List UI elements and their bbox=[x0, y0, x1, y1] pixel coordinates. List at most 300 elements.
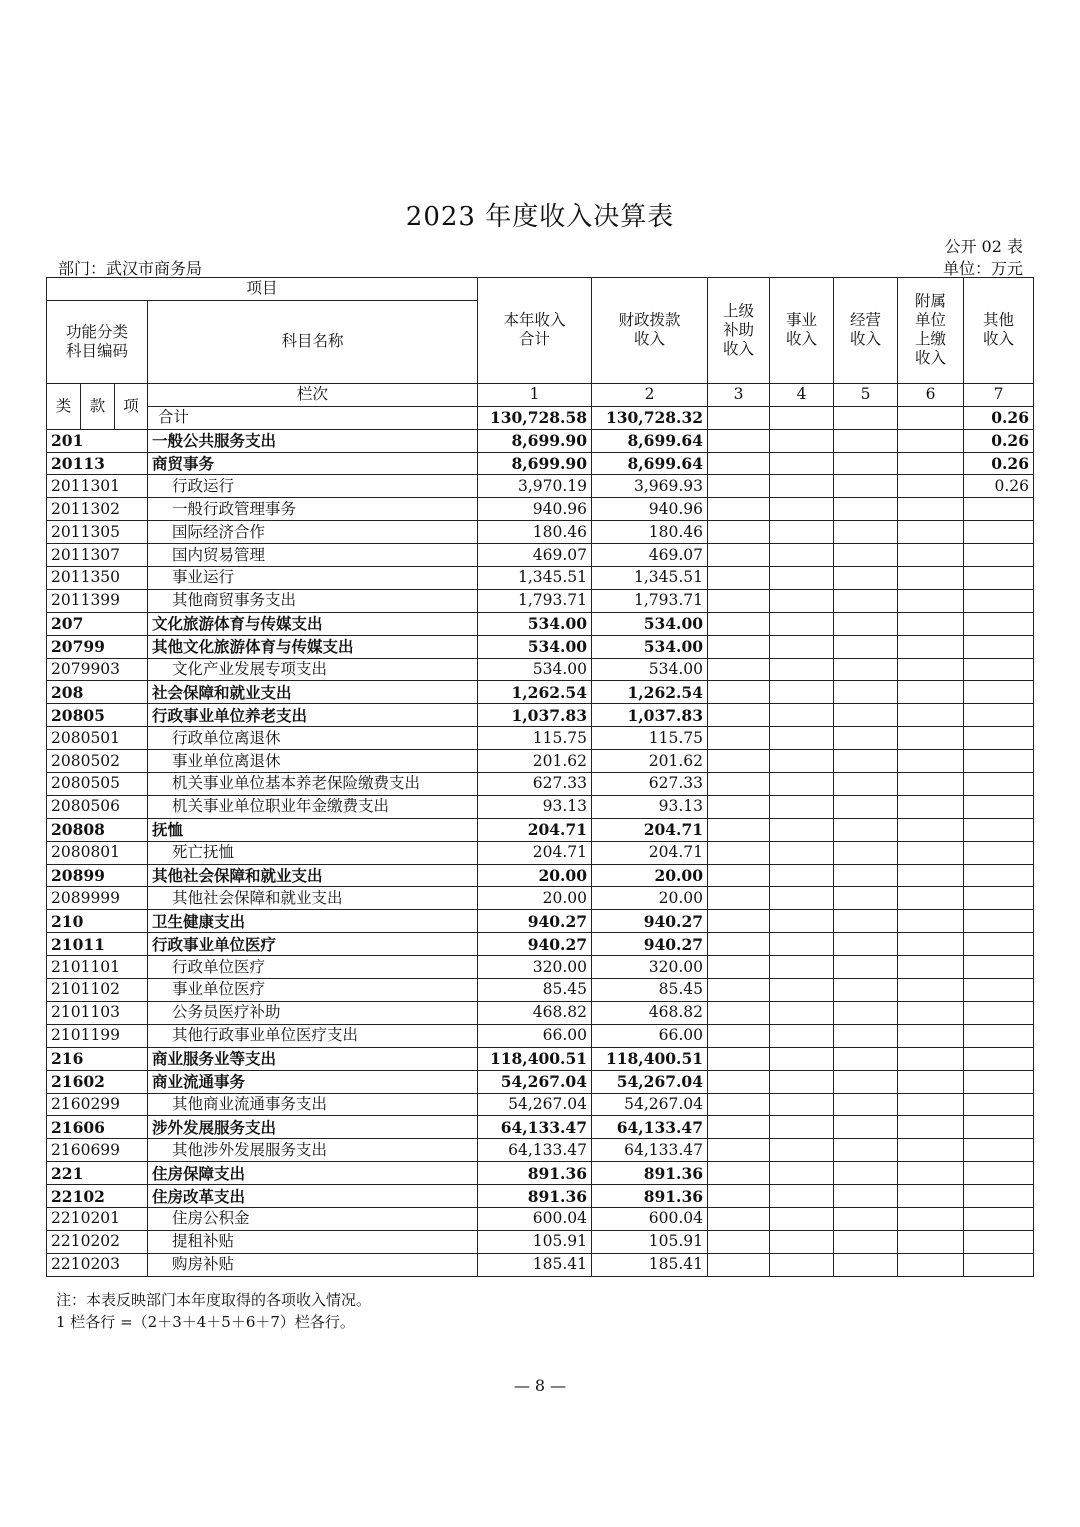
header-fiscal-label: 财政拨款 收入 bbox=[618, 311, 681, 349]
row-fiscal: 1,037.83 bbox=[592, 704, 708, 727]
row-code: 2080506 bbox=[47, 795, 148, 818]
row-code: 2080505 bbox=[47, 773, 148, 796]
empty-cell bbox=[770, 1116, 834, 1139]
row-code: 21011 bbox=[47, 933, 148, 956]
row-total: 8,699.90 bbox=[478, 429, 592, 452]
row-code: 20799 bbox=[47, 635, 148, 658]
table-row bbox=[47, 887, 1034, 910]
empty-cell bbox=[834, 750, 898, 773]
empty-cell bbox=[708, 1139, 770, 1162]
empty-cell bbox=[708, 1001, 770, 1024]
empty-cell bbox=[708, 1024, 770, 1047]
empty-cell bbox=[834, 773, 898, 796]
table-row bbox=[47, 1253, 1034, 1276]
row-total: 180.46 bbox=[478, 521, 592, 544]
row-total: 469.07 bbox=[478, 544, 592, 567]
row-name: 一般公共服务支出 bbox=[148, 429, 478, 452]
empty-cell bbox=[898, 1024, 964, 1047]
empty-cell bbox=[834, 658, 898, 681]
note-2: 1 栏各行 =（2＋3＋4＋5＋6＋7）栏各行。 bbox=[56, 1313, 355, 1331]
row-total: 20.00 bbox=[478, 887, 592, 910]
empty-cell bbox=[898, 887, 964, 910]
empty-cell bbox=[770, 429, 834, 452]
table-row bbox=[47, 1207, 1034, 1230]
empty-cell bbox=[898, 544, 964, 567]
row-other bbox=[964, 498, 1034, 521]
empty-cell bbox=[834, 498, 898, 521]
row-other bbox=[964, 818, 1034, 841]
row-name: 一般行政管理事务 bbox=[148, 498, 478, 521]
row-code: 2079903 bbox=[47, 658, 148, 681]
col-number: 3 bbox=[708, 383, 770, 406]
row-code: 2101103 bbox=[47, 1001, 148, 1024]
empty-cell bbox=[834, 1001, 898, 1024]
row-fiscal: 54,267.04 bbox=[592, 1093, 708, 1116]
row-name: 机关事业单位职业年金缴费支出 bbox=[148, 795, 478, 818]
empty-cell bbox=[708, 1047, 770, 1070]
row-fiscal: 201.62 bbox=[592, 750, 708, 773]
empty-cell bbox=[770, 704, 834, 727]
header-total-label: 本年收入 合计 bbox=[503, 311, 566, 349]
row-total: 118,400.51 bbox=[478, 1047, 592, 1070]
row-code: 20808 bbox=[47, 818, 148, 841]
header-other bbox=[964, 278, 1034, 384]
row-total: 54,267.04 bbox=[478, 1070, 592, 1093]
header-code bbox=[47, 300, 148, 383]
row-total: 534.00 bbox=[478, 612, 592, 635]
col-number: 6 bbox=[898, 383, 964, 406]
row-name: 住房保障支出 bbox=[148, 1162, 478, 1185]
row-name: 卫生健康支出 bbox=[148, 910, 478, 933]
row-fiscal: 54,267.04 bbox=[592, 1070, 708, 1093]
row-total: 891.36 bbox=[478, 1162, 592, 1185]
empty-cell bbox=[834, 1207, 898, 1230]
row-code: 20805 bbox=[47, 704, 148, 727]
row-code: 2011307 bbox=[47, 544, 148, 567]
row-other bbox=[964, 864, 1034, 887]
row-other bbox=[964, 750, 1034, 773]
row-code: 221 bbox=[47, 1162, 148, 1185]
row-total: 93.13 bbox=[478, 795, 592, 818]
empty-cell bbox=[770, 818, 834, 841]
row-name: 事业单位离退休 bbox=[148, 750, 478, 773]
row-name: 文化产业发展专项支出 bbox=[148, 658, 478, 681]
row-fiscal: 20.00 bbox=[592, 887, 708, 910]
row-total: 204.71 bbox=[478, 818, 592, 841]
row-fiscal: 3,969.93 bbox=[592, 475, 708, 498]
empty-cell bbox=[770, 910, 834, 933]
header-other-label: 其他 收入 bbox=[983, 311, 1015, 349]
empty-cell bbox=[834, 979, 898, 1002]
empty-cell bbox=[898, 429, 964, 452]
header-operating-label: 经营 收入 bbox=[850, 311, 882, 349]
row-fiscal: 627.33 bbox=[592, 773, 708, 796]
empty-cell bbox=[898, 498, 964, 521]
empty-cell bbox=[708, 841, 770, 864]
row-name: 商业流通事务 bbox=[148, 1070, 478, 1093]
empty-cell bbox=[770, 521, 834, 544]
row-name: 机关事业单位基本养老保险缴费支出 bbox=[148, 773, 478, 796]
row-code: 2011399 bbox=[47, 589, 148, 612]
empty-cell bbox=[834, 1116, 898, 1139]
row-total: 940.96 bbox=[478, 498, 592, 521]
table-row bbox=[47, 727, 1034, 750]
empty-cell bbox=[898, 1116, 964, 1139]
empty-cell bbox=[708, 567, 770, 590]
empty-cell bbox=[708, 795, 770, 818]
header-business-label: 事业 收入 bbox=[786, 311, 818, 349]
row-name: 死亡抚恤 bbox=[148, 841, 478, 864]
table-row bbox=[47, 681, 1034, 704]
empty-cell bbox=[898, 452, 964, 475]
row-name: 事业运行 bbox=[148, 567, 478, 590]
empty-cell bbox=[770, 1024, 834, 1047]
row-fiscal: 891.36 bbox=[592, 1162, 708, 1185]
row-fiscal: 320.00 bbox=[592, 956, 708, 979]
row-total: 468.82 bbox=[478, 1001, 592, 1024]
empty-cell bbox=[834, 1185, 898, 1208]
empty-cell bbox=[834, 612, 898, 635]
table-row bbox=[47, 1230, 1034, 1253]
empty-cell bbox=[834, 567, 898, 590]
note-1: 注：本表反映部门本年度取得的各项收入情况。 bbox=[56, 1291, 372, 1309]
empty-cell bbox=[770, 1185, 834, 1208]
header-kuan: 款 bbox=[81, 383, 115, 429]
row-total: 204.71 bbox=[478, 841, 592, 864]
row-fiscal: 534.00 bbox=[592, 658, 708, 681]
empty-cell bbox=[898, 1001, 964, 1024]
empty-cell bbox=[708, 1253, 770, 1276]
empty-cell bbox=[770, 452, 834, 475]
table-row bbox=[47, 956, 1034, 979]
empty-cell bbox=[898, 612, 964, 635]
table-row bbox=[47, 1162, 1034, 1185]
row-other bbox=[964, 521, 1034, 544]
empty-cell bbox=[770, 1162, 834, 1185]
row-code: 20899 bbox=[47, 864, 148, 887]
table-row bbox=[47, 979, 1034, 1002]
empty-cell bbox=[708, 612, 770, 635]
table-row bbox=[47, 658, 1034, 681]
empty-cell bbox=[708, 1185, 770, 1208]
empty-cell bbox=[834, 1139, 898, 1162]
row-fiscal: 600.04 bbox=[592, 1207, 708, 1230]
row-fiscal: 66.00 bbox=[592, 1024, 708, 1047]
empty-cell bbox=[770, 635, 834, 658]
row-other bbox=[964, 681, 1034, 704]
row-fiscal: 1,345.51 bbox=[592, 567, 708, 590]
empty-cell bbox=[708, 750, 770, 773]
empty-cell bbox=[770, 727, 834, 750]
row-total: 534.00 bbox=[478, 635, 592, 658]
row-code: 2160699 bbox=[47, 1139, 148, 1162]
row-name: 行政运行 bbox=[148, 475, 478, 498]
row-name: 商业服务业等支出 bbox=[148, 1047, 478, 1070]
table-row bbox=[47, 544, 1034, 567]
table-row bbox=[47, 1093, 1034, 1116]
empty-cell bbox=[898, 704, 964, 727]
empty-cell bbox=[898, 933, 964, 956]
page-number: — 8 — bbox=[513, 1376, 567, 1395]
row-total: 627.33 bbox=[478, 773, 592, 796]
empty-cell bbox=[708, 589, 770, 612]
row-total: 115.75 bbox=[478, 727, 592, 750]
row-total: 534.00 bbox=[478, 658, 592, 681]
header-fiscal bbox=[592, 278, 708, 384]
empty-cell bbox=[708, 818, 770, 841]
row-fiscal: 85.45 bbox=[592, 979, 708, 1002]
row-name: 住房公积金 bbox=[148, 1207, 478, 1230]
row-fiscal: 469.07 bbox=[592, 544, 708, 567]
row-code: 2160299 bbox=[47, 1093, 148, 1116]
table-row bbox=[47, 612, 1034, 635]
table-row bbox=[47, 1116, 1034, 1139]
empty-cell bbox=[708, 933, 770, 956]
row-name: 国际经济合作 bbox=[148, 521, 478, 544]
row-name: 抚恤 bbox=[148, 818, 478, 841]
empty-cell bbox=[708, 681, 770, 704]
row-name: 行政单位医疗 bbox=[148, 956, 478, 979]
empty-cell bbox=[770, 475, 834, 498]
row-other bbox=[964, 956, 1034, 979]
empty-cell bbox=[770, 567, 834, 590]
empty-cell bbox=[708, 773, 770, 796]
empty-cell bbox=[708, 1207, 770, 1230]
row-fiscal: 891.36 bbox=[592, 1185, 708, 1208]
empty-cell bbox=[898, 567, 964, 590]
row-total: 64,133.47 bbox=[478, 1116, 592, 1139]
empty-cell bbox=[834, 1093, 898, 1116]
row-fiscal: 8,699.64 bbox=[592, 452, 708, 475]
row-code: 216 bbox=[47, 1047, 148, 1070]
empty-cell bbox=[708, 1093, 770, 1116]
empty-cell bbox=[770, 795, 834, 818]
empty-cell bbox=[770, 1001, 834, 1024]
row-fiscal: 940.27 bbox=[592, 910, 708, 933]
row-fiscal: 940.27 bbox=[592, 933, 708, 956]
empty-cell bbox=[708, 704, 770, 727]
empty-cell bbox=[770, 1207, 834, 1230]
empty-cell bbox=[898, 475, 964, 498]
row-code: 21606 bbox=[47, 1116, 148, 1139]
table-row bbox=[47, 498, 1034, 521]
empty-cell bbox=[708, 429, 770, 452]
header-name: 科目名称 bbox=[148, 300, 478, 383]
total-other: 0.26 bbox=[964, 406, 1034, 429]
table-row bbox=[47, 567, 1034, 590]
empty-cell bbox=[708, 521, 770, 544]
empty-cell bbox=[834, 1024, 898, 1047]
table-row bbox=[47, 589, 1034, 612]
empty-cell bbox=[708, 635, 770, 658]
empty-cell bbox=[834, 681, 898, 704]
row-code: 210 bbox=[47, 910, 148, 933]
total-amount: 130,728.58 bbox=[478, 406, 592, 429]
empty-cell bbox=[898, 727, 964, 750]
row-other bbox=[964, 727, 1034, 750]
empty-cell bbox=[898, 635, 964, 658]
empty-cell bbox=[708, 1230, 770, 1253]
row-other bbox=[964, 910, 1034, 933]
empty-cell bbox=[770, 406, 834, 429]
empty-cell bbox=[770, 887, 834, 910]
row-name: 公务员医疗补助 bbox=[148, 1001, 478, 1024]
table-row bbox=[47, 704, 1034, 727]
row-other: 0.26 bbox=[964, 452, 1034, 475]
row-fiscal: 105.91 bbox=[592, 1230, 708, 1253]
row-total: 940.27 bbox=[478, 933, 592, 956]
row-total: 54,267.04 bbox=[478, 1093, 592, 1116]
empty-cell bbox=[834, 1230, 898, 1253]
row-total: 85.45 bbox=[478, 979, 592, 1002]
empty-cell bbox=[708, 864, 770, 887]
empty-cell bbox=[708, 475, 770, 498]
row-other bbox=[964, 567, 1034, 590]
empty-cell bbox=[898, 818, 964, 841]
header-superior bbox=[708, 278, 770, 384]
table-row bbox=[47, 818, 1034, 841]
header-lanci: 栏次 bbox=[148, 383, 478, 406]
empty-cell bbox=[708, 887, 770, 910]
row-other: 0.26 bbox=[964, 429, 1034, 452]
empty-cell bbox=[834, 1253, 898, 1276]
row-total: 1,037.83 bbox=[478, 704, 592, 727]
row-other bbox=[964, 1162, 1034, 1185]
empty-cell bbox=[770, 1230, 834, 1253]
empty-cell bbox=[770, 750, 834, 773]
empty-cell bbox=[708, 658, 770, 681]
empty-cell bbox=[898, 1253, 964, 1276]
row-fiscal: 1,793.71 bbox=[592, 589, 708, 612]
row-name: 事业单位医疗 bbox=[148, 979, 478, 1002]
row-other bbox=[964, 658, 1034, 681]
header-lei: 类 bbox=[47, 383, 81, 429]
header-affiliated bbox=[898, 278, 964, 384]
row-code: 2210201 bbox=[47, 1207, 148, 1230]
empty-cell bbox=[898, 406, 964, 429]
empty-cell bbox=[898, 1230, 964, 1253]
row-other bbox=[964, 773, 1034, 796]
form-number: 公开 02 表 bbox=[944, 237, 1023, 256]
row-fiscal: 940.96 bbox=[592, 498, 708, 521]
row-code: 2210203 bbox=[47, 1253, 148, 1276]
empty-cell bbox=[898, 795, 964, 818]
row-other bbox=[964, 704, 1034, 727]
empty-cell bbox=[708, 452, 770, 475]
empty-cell bbox=[834, 841, 898, 864]
header-item: 项目 bbox=[47, 278, 478, 301]
row-code: 2011302 bbox=[47, 498, 148, 521]
row-fiscal: 8,699.64 bbox=[592, 429, 708, 452]
header-affiliated-label: 附属 单位 上缴 收入 bbox=[915, 292, 947, 368]
row-other bbox=[964, 1230, 1034, 1253]
empty-cell bbox=[898, 750, 964, 773]
row-name: 其他社会保障和就业支出 bbox=[148, 887, 478, 910]
empty-cell bbox=[898, 773, 964, 796]
header-operating bbox=[834, 278, 898, 384]
empty-cell bbox=[708, 1116, 770, 1139]
header-code-label: 功能分类 科目编码 bbox=[65, 322, 128, 360]
empty-cell bbox=[834, 544, 898, 567]
empty-cell bbox=[834, 635, 898, 658]
row-fiscal: 185.41 bbox=[592, 1253, 708, 1276]
row-total: 185.41 bbox=[478, 1253, 592, 1276]
row-code: 2101199 bbox=[47, 1024, 148, 1047]
row-name: 其他商贸事务支出 bbox=[148, 589, 478, 612]
empty-cell bbox=[834, 452, 898, 475]
row-other bbox=[964, 933, 1034, 956]
table-row bbox=[47, 1047, 1034, 1070]
row-code: 2011350 bbox=[47, 567, 148, 590]
row-code: 2210202 bbox=[47, 1230, 148, 1253]
empty-cell bbox=[898, 979, 964, 1002]
col-number: 7 bbox=[964, 383, 1034, 406]
row-name: 社会保障和就业支出 bbox=[148, 681, 478, 704]
row-other bbox=[964, 1093, 1034, 1116]
row-other bbox=[964, 1047, 1034, 1070]
row-name: 其他涉外发展服务支出 bbox=[148, 1139, 478, 1162]
empty-cell bbox=[770, 1253, 834, 1276]
empty-cell bbox=[834, 887, 898, 910]
row-code: 2089999 bbox=[47, 887, 148, 910]
empty-cell bbox=[834, 429, 898, 452]
empty-cell bbox=[898, 681, 964, 704]
row-name: 其他文化旅游体育与传媒支出 bbox=[148, 635, 478, 658]
empty-cell bbox=[770, 1070, 834, 1093]
row-name: 购房补贴 bbox=[148, 1253, 478, 1276]
row-total: 940.27 bbox=[478, 910, 592, 933]
empty-cell bbox=[834, 475, 898, 498]
empty-cell bbox=[770, 956, 834, 979]
table-row bbox=[47, 521, 1034, 544]
empty-cell bbox=[770, 1047, 834, 1070]
empty-cell bbox=[898, 1070, 964, 1093]
empty-cell bbox=[898, 1047, 964, 1070]
empty-cell bbox=[708, 910, 770, 933]
row-other bbox=[964, 1070, 1034, 1093]
row-other bbox=[964, 1116, 1034, 1139]
table-row bbox=[47, 1139, 1034, 1162]
row-code: 2101102 bbox=[47, 979, 148, 1002]
row-name: 行政单位离退休 bbox=[148, 727, 478, 750]
row-fiscal: 118,400.51 bbox=[592, 1047, 708, 1070]
empty-cell bbox=[770, 544, 834, 567]
row-name: 行政事业单位医疗 bbox=[148, 933, 478, 956]
empty-cell bbox=[770, 589, 834, 612]
empty-cell bbox=[770, 498, 834, 521]
row-name: 其他行政事业单位医疗支出 bbox=[148, 1024, 478, 1047]
income-table bbox=[46, 277, 1034, 1277]
row-name: 商贸事务 bbox=[148, 452, 478, 475]
department-label: 部门：武汉市商务局 bbox=[58, 259, 203, 278]
empty-cell bbox=[708, 406, 770, 429]
empty-cell bbox=[834, 406, 898, 429]
row-other bbox=[964, 887, 1034, 910]
total-row bbox=[47, 406, 1034, 429]
row-code: 208 bbox=[47, 681, 148, 704]
empty-cell bbox=[898, 1093, 964, 1116]
row-total: 1,793.71 bbox=[478, 589, 592, 612]
empty-cell bbox=[770, 1093, 834, 1116]
row-total: 105.91 bbox=[478, 1230, 592, 1253]
empty-cell bbox=[770, 979, 834, 1002]
row-total: 3,970.19 bbox=[478, 475, 592, 498]
col-number: 4 bbox=[770, 383, 834, 406]
row-name: 提租补贴 bbox=[148, 1230, 478, 1253]
row-other bbox=[964, 589, 1034, 612]
row-other bbox=[964, 1207, 1034, 1230]
table-row bbox=[47, 1024, 1034, 1047]
